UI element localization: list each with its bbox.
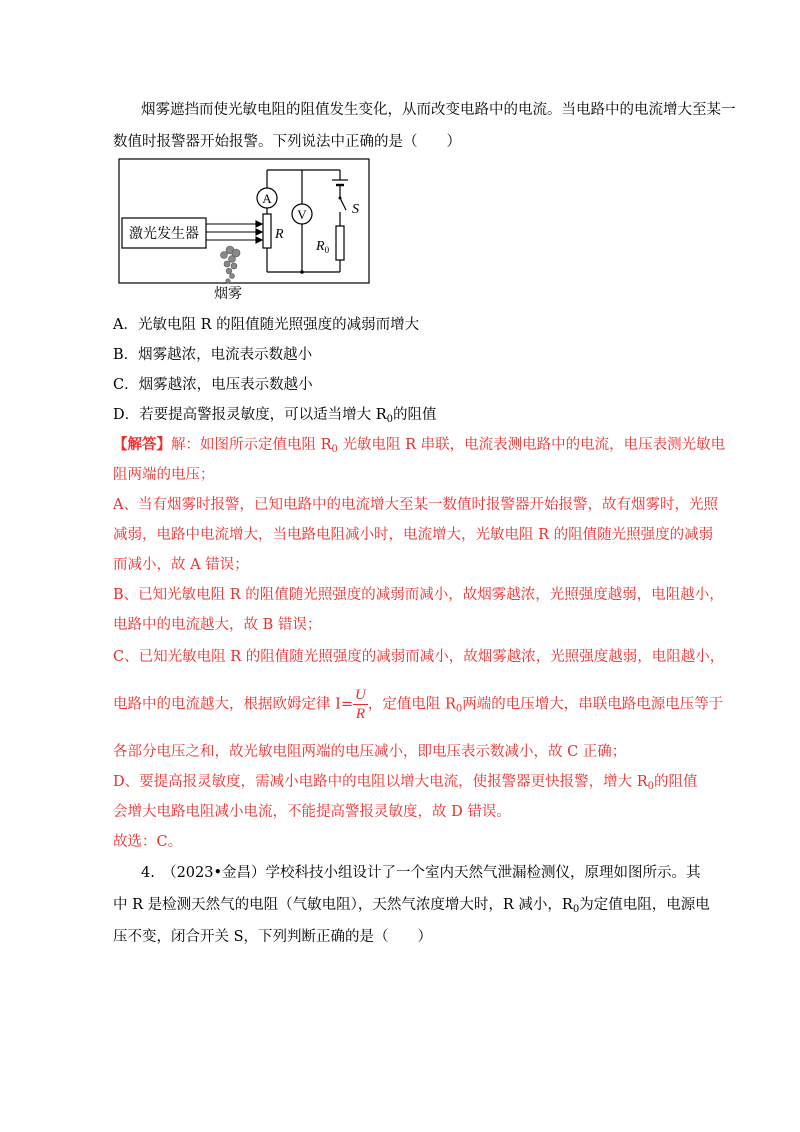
- intro-line-2: 数值时报警器开始报警。下列说法中正确的是（ ）: [113, 134, 461, 150]
- answer-c-2: 电路中的电流越大，根据欧姆定律 I= $\frac{U}{R}$ ，定值电阻 $R_0$两端的电压增大，串联电路电源电压等于: [113, 687, 724, 722]
- q4-line-3: 压不变，闭合开关 S，下列判断正确的是（ ）: [113, 929, 433, 945]
- option-a: A．光敏电阻 R 的阻值随光照强度的减弱而增大: [113, 317, 420, 333]
- laser-generator-label: 激光发生器: [129, 226, 199, 242]
- ohm-law-fraction: $\frac{U}{R}$: [355, 687, 366, 722]
- option-b: B．烟雾越浓，电流表示数越小: [113, 347, 313, 363]
- resistor-r0: [336, 226, 344, 260]
- answer-tag: 【解答】: [113, 436, 171, 453]
- answer-a-3: 而减小，故 A 错误；: [113, 557, 249, 573]
- answer-choice: 故选：C。: [113, 834, 183, 850]
- circuit-diagram: [118, 158, 380, 303]
- answer-a-2: 减弱，电路中电流增大，当电路电阻减小时，电流增大，光敏电阻 R 的阻值随光照强度的减弱: [113, 527, 714, 543]
- answer-line-2: 阻两端的电压；: [113, 467, 215, 483]
- answer-line-1: 【解答】解：如图所示定值电阻 $R_0$ 光敏电阻 R 串联，电流表测电路中的电流，电压表测光敏电: [113, 436, 726, 455]
- answer-d-1: D、要提高报灵敏度，需减小电路中的电阻以增大电流，使报警器更快报警，增大 $R_0$的阻值: [113, 774, 698, 792]
- option-c: C．烟雾越浓，电压表示数越小: [113, 377, 313, 393]
- answer-c-1: C、已知光敏电阻 R 的阻值随光照强度的减弱而减小，故烟雾越浓，光照强度越弱，电阻越小，: [113, 649, 725, 665]
- answer-b-2: 电路中的电流越大，故 B 错误；: [113, 617, 322, 633]
- photoresistor-r: [263, 214, 271, 248]
- answer-d-2: 会增大电路电阻减小电流，不能提高警报灵敏度，故 D 错误。: [113, 804, 511, 820]
- resistor-r-label: R: [275, 227, 284, 242]
- voltmeter-label: V: [297, 207, 307, 222]
- resistor-r0-label: $R_0$: [316, 239, 330, 255]
- option-d: D．若要提高警报灵敏度，可以适当增大 $R_0$的阻值: [113, 407, 437, 425]
- q4-line-1: 4. （2023•金昌）学校科技小组设计了一个室内天然气泄漏检测仪，原理如图所示。其: [141, 865, 701, 881]
- switch-s-label: S: [352, 202, 359, 217]
- smoke-icon: [221, 246, 241, 283]
- answer-b-1: B、已知光敏电阻 R 的阻值随光照强度的减弱而减小，故烟雾越浓，光照强度越弱，电阻越小，: [113, 587, 724, 603]
- answer-c-3: 各部分电压之和，故光敏电阻两端的电压减小，即电压表示数减小，故 C 正确；: [113, 744, 627, 760]
- answer-a-1: A、当有烟雾时报警，已知电路中的电流增大至某一数值时报警器开始报警，故有烟雾时，光照: [113, 497, 718, 513]
- intro-line-1: 烟雾遮挡而使光敏电阻的阻值发生变化，从而改变电路中的电流。当电路中的电流增大至某一: [141, 102, 736, 118]
- ammeter-label: A: [262, 191, 272, 206]
- laser-arrows: [206, 221, 262, 243]
- switch-s: [340, 198, 346, 210]
- q4-line-2: 中 R 是检测天然气的电阻（气敏电阻），天然气浓度增大时，R 减小，$R_0$为定值电阻，电源电: [113, 897, 710, 915]
- smoke-label: 烟雾: [214, 286, 242, 302]
